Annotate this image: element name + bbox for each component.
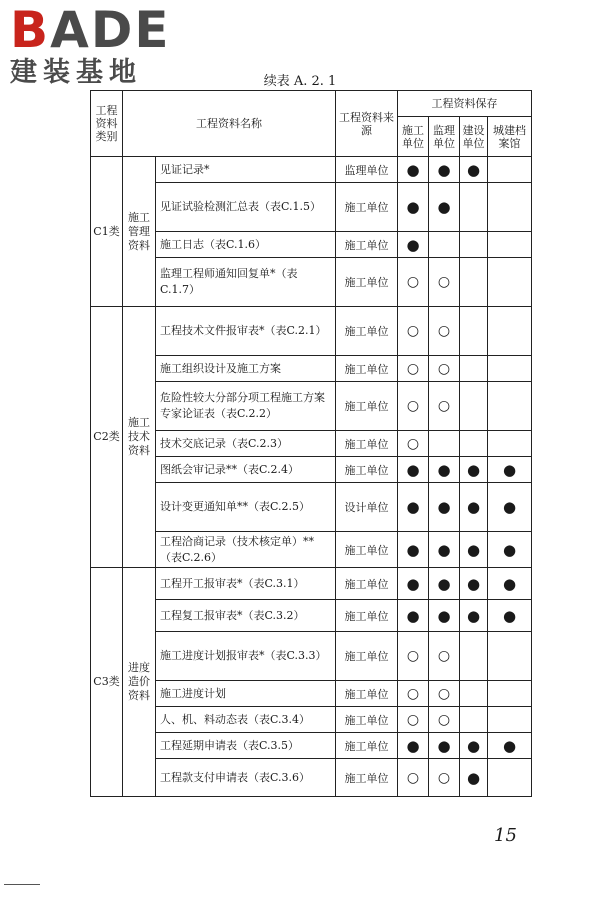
filled-circle-icon: ● [460,759,488,797]
group-cell: 进度造价资料 [123,568,156,797]
filled-circle-icon: ● [429,733,460,759]
filled-circle-icon: ● [398,457,429,483]
filled-circle-icon: ● [488,733,532,759]
hollow-circle-icon: ○ [398,681,429,707]
hollow-circle-icon: ○ [398,382,429,431]
document-name-cell: 施工进度计划报审表*（表C.3.3） [156,632,336,681]
source-cell: 施工单位 [336,183,398,232]
document-name-cell: 技术交底记录（表C.2.3） [156,431,336,457]
document-name-cell: 工程开工报审表*（表C.3.1） [156,568,336,600]
empty-mark-cell [460,183,488,232]
empty-mark-cell [460,307,488,356]
hollow-circle-icon: ○ [429,258,460,307]
source-cell: 施工单位 [336,733,398,759]
table-row [91,157,532,183]
header-unit: 监理单位 [429,117,460,157]
empty-mark-cell [488,431,532,457]
empty-mark-cell [488,307,532,356]
document-name-cell: 工程复工报审表*（表C.3.2） [156,600,336,632]
source-cell: 施工单位 [336,568,398,600]
hollow-circle-icon: ○ [398,258,429,307]
document-name-cell: 工程洽商记录（技术核定单）**（表C.2.6） [156,532,336,568]
hollow-circle-icon: ○ [429,356,460,382]
source-cell: 施工单位 [336,356,398,382]
filled-circle-icon: ● [460,157,488,183]
source-cell: 设计单位 [336,483,398,532]
filled-circle-icon: ● [429,568,460,600]
table-row [91,232,532,258]
filled-circle-icon: ● [398,183,429,232]
table-row [91,183,532,232]
hollow-circle-icon: ○ [429,307,460,356]
hollow-circle-icon: ○ [429,759,460,797]
category-cell: C1类 [91,157,123,307]
empty-mark-cell [488,157,532,183]
logo-letters: ADE [50,1,171,59]
document-name-cell: 设计变更通知单**（表C.2.5） [156,483,336,532]
source-cell: 施工单位 [336,632,398,681]
empty-mark-cell [460,632,488,681]
category-cell: C3类 [91,568,123,797]
source-cell: 施工单位 [336,681,398,707]
table-row [91,759,532,797]
document-name-cell: 施工进度计划 [156,681,336,707]
document-name-cell: 施工日志（表C.1.6） [156,232,336,258]
table-row [91,707,532,733]
hollow-circle-icon: ○ [398,632,429,681]
document-name-cell: 工程延期申请表（表C.3.5） [156,733,336,759]
page-number: 15 [494,825,517,846]
document-name-cell: 见证记录* [156,157,336,183]
empty-mark-cell [488,632,532,681]
hollow-circle-icon: ○ [429,681,460,707]
table-row [91,532,532,568]
filled-circle-icon: ● [488,532,532,568]
document-name-cell: 工程款支付申请表（表C.3.6） [156,759,336,797]
logo-subtitle: 建装基地 [10,57,142,88]
empty-mark-cell [460,681,488,707]
document-name-cell: 施工组织设计及施工方案 [156,356,336,382]
filled-circle-icon: ● [429,457,460,483]
source-cell: 施工单位 [336,382,398,431]
source-cell: 施工单位 [336,431,398,457]
table-body [91,157,532,797]
source-cell: 施工单位 [336,232,398,258]
table-row [91,733,532,759]
empty-mark-cell [429,232,460,258]
table-caption: 续表 A. 2. 1 [263,74,337,89]
document-name-cell: 见证试验检测汇总表（表C.1.5） [156,183,336,232]
hollow-circle-icon: ○ [429,632,460,681]
empty-mark-cell [488,382,532,431]
source-cell: 施工单位 [336,307,398,356]
hollow-circle-icon: ○ [398,759,429,797]
table-row [91,457,532,483]
document-name-cell: 人、机、料动态表（表C.3.4） [156,707,336,733]
filled-circle-icon: ● [460,600,488,632]
group-cell: 施工技术资料 [123,307,156,568]
empty-mark-cell [488,258,532,307]
filled-circle-icon: ● [488,457,532,483]
header-name: 工程资料名称 [123,91,336,157]
source-cell: 施工单位 [336,532,398,568]
empty-mark-cell [488,759,532,797]
empty-mark-cell [460,431,488,457]
source-cell: 监理单位 [336,157,398,183]
empty-mark-cell [460,382,488,431]
filled-circle-icon: ● [398,568,429,600]
logo-wordmark [10,1,171,59]
header-source: 工程资料来源 [336,91,398,157]
hollow-circle-icon: ○ [429,382,460,431]
hollow-circle-icon: ○ [429,707,460,733]
table-row [91,600,532,632]
empty-mark-cell [488,707,532,733]
footer-rule [4,884,40,885]
document-name-cell: 监理工程师通知回复单*（表C.1.7） [156,258,336,307]
filled-circle-icon: ● [398,483,429,532]
table-row [91,356,532,382]
filled-circle-icon: ● [429,183,460,232]
source-cell: 施工单位 [336,457,398,483]
document-name-cell: 危险性较大分部分项工程施工方案专家论证表（表C.2.2） [156,382,336,431]
empty-mark-cell [460,232,488,258]
table-row [91,681,532,707]
table-row [91,483,532,532]
archive-table [90,90,532,797]
hollow-circle-icon: ○ [398,431,429,457]
filled-circle-icon: ● [429,600,460,632]
empty-mark-cell [488,681,532,707]
filled-circle-icon: ● [398,157,429,183]
source-cell: 施工单位 [336,258,398,307]
empty-mark-cell [460,707,488,733]
filled-circle-icon: ● [460,532,488,568]
header-unit: 城建档案馆 [488,117,532,157]
empty-mark-cell [488,183,532,232]
filled-circle-icon: ● [398,600,429,632]
filled-circle-icon: ● [429,532,460,568]
filled-circle-icon: ● [398,733,429,759]
filled-circle-icon: ● [429,157,460,183]
source-cell: 施工单位 [336,707,398,733]
filled-circle-icon: ● [429,483,460,532]
hollow-circle-icon: ○ [398,307,429,356]
filled-circle-icon: ● [460,457,488,483]
table-row [91,632,532,681]
header-unit: 建设单位 [460,117,488,157]
filled-circle-icon: ● [488,568,532,600]
filled-circle-icon: ● [398,532,429,568]
filled-circle-icon: ● [460,733,488,759]
table-row [91,431,532,457]
empty-mark-cell [488,356,532,382]
source-cell: 施工单位 [336,600,398,632]
source-cell: 施工单位 [336,759,398,797]
filled-circle-icon: ● [398,232,429,258]
empty-mark-cell [460,356,488,382]
header-unit: 施工单位 [398,117,429,157]
filled-circle-icon: ● [460,483,488,532]
table-row [91,568,532,600]
document-name-cell: 图纸会审记录**（表C.2.4） [156,457,336,483]
filled-circle-icon: ● [488,483,532,532]
table-row [91,307,532,356]
category-cell: C2类 [91,307,123,568]
hollow-circle-icon: ○ [398,356,429,382]
empty-mark-cell [460,258,488,307]
hollow-circle-icon: ○ [398,707,429,733]
logo-accent-letter: B [10,1,51,59]
document-name-cell: 工程技术文件报审表*（表C.2.1） [156,307,336,356]
filled-circle-icon: ● [488,600,532,632]
empty-mark-cell [488,232,532,258]
empty-mark-cell [429,431,460,457]
group-cell: 施工管理资料 [123,157,156,307]
filled-circle-icon: ● [460,568,488,600]
header-category: 工程资料类别 [91,91,123,157]
table-row [91,258,532,307]
header-keep: 工程资料保存 [398,91,532,117]
table-row [91,382,532,431]
